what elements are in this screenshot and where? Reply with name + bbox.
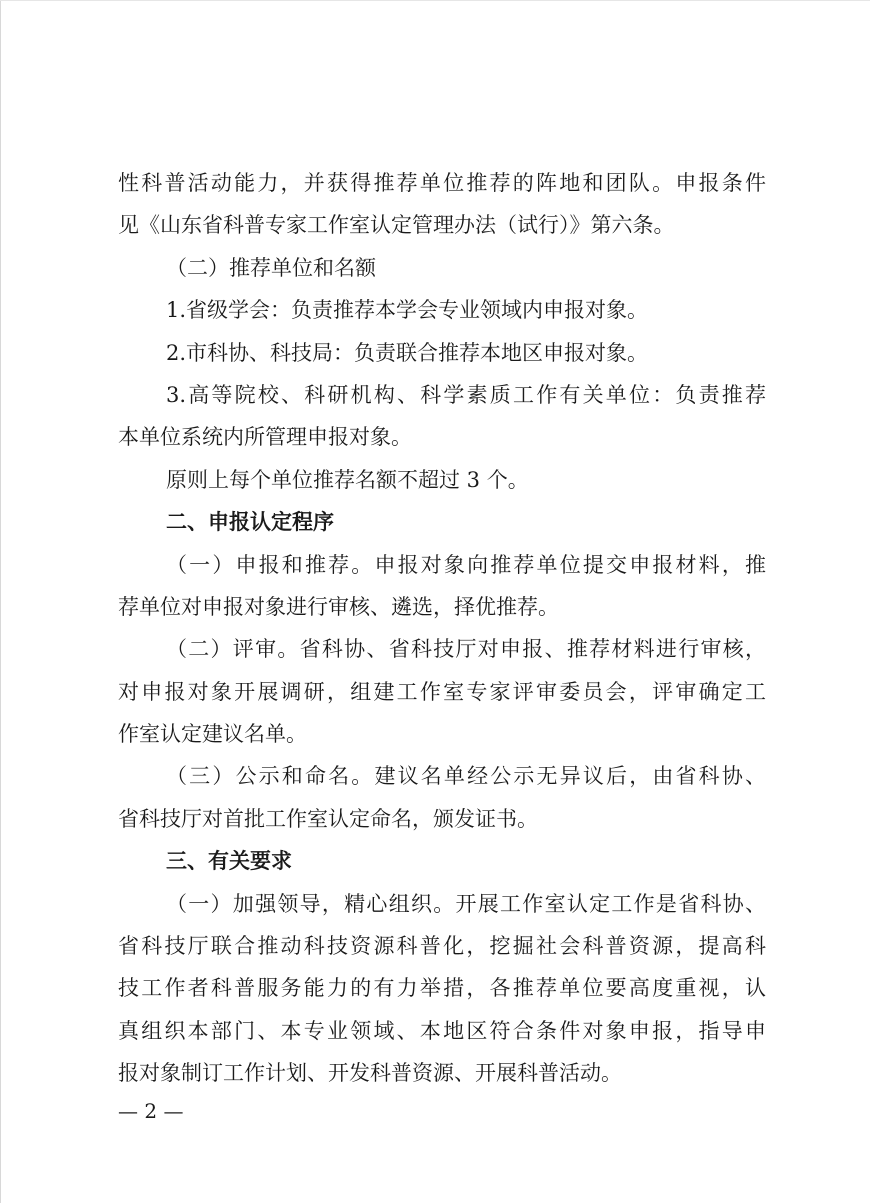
body-line: 真组织本部门、本专业领域、本地区符合条件对象申报，指导申 [118, 1018, 766, 1043]
body-line: （一）申报和推荐。申报对象向推荐单位提交申报材料，推 [166, 552, 766, 577]
list-item: 1.省级学会：负责推荐本学会专业领域内申报对象。 [166, 298, 649, 323]
body-line: （二）评审。省科协、省科技厅对申报、推荐材料进行审核， [166, 637, 766, 662]
body-line: 技工作者科普服务能力的有力举措，各推荐单位要高度重视，认 [118, 976, 766, 1001]
page-left-border [0, 0, 1, 1203]
body-line: 对申报对象开展调研，组建工作室专家评审委员会，评审确定工 [118, 679, 766, 704]
body-line: 原则上每个单位推荐名额不超过 3 个。 [166, 467, 529, 492]
document-body [118, 162, 766, 1095]
body-line: （三）公示和命名。建议名单经公示无异议后，由省科协、 [166, 764, 766, 789]
body-line: 报对象制订工作计划、开发科普资源、开展科普活动。 [118, 1061, 622, 1086]
section-heading-procedure: 二、申报认定程序 [166, 510, 334, 535]
subheading-recommend-units: （二）推荐单位和名额 [166, 255, 376, 280]
body-line: 本单位系统内所管理申报对象。 [118, 425, 412, 450]
body-line: 省科技厅联合推动科技资源科普化，挖掘社会科普资源，提高科 [118, 934, 766, 959]
page-top-border [0, 0, 870, 1]
body-line: （一）加强领导，精心组织。开展工作室认定工作是省科协、 [166, 891, 766, 916]
body-line: 性科普活动能力，并获得推荐单位推荐的阵地和团队。申报条件 [118, 171, 766, 195]
body-line: 荐单位对申报对象进行审核、遴选，择优推荐。 [118, 594, 559, 619]
body-line: 作室认定建议名单。 [118, 722, 307, 747]
body-line: 省科技厅对首批工作室认定命名，颁发证书。 [118, 806, 538, 831]
list-item: 3.高等院校、科研机构、科学素质工作有关单位：负责推荐 [166, 382, 766, 407]
list-item: 2.市科协、科技局：负责联合推荐本地区申报对象。 [166, 340, 649, 365]
page-number: — 2 — [118, 1099, 184, 1123]
section-heading-requirements: 三、有关要求 [166, 849, 292, 874]
body-line: 见《山东省科普专家工作室认定管理办法（试行）》第六条。 [118, 213, 675, 238]
